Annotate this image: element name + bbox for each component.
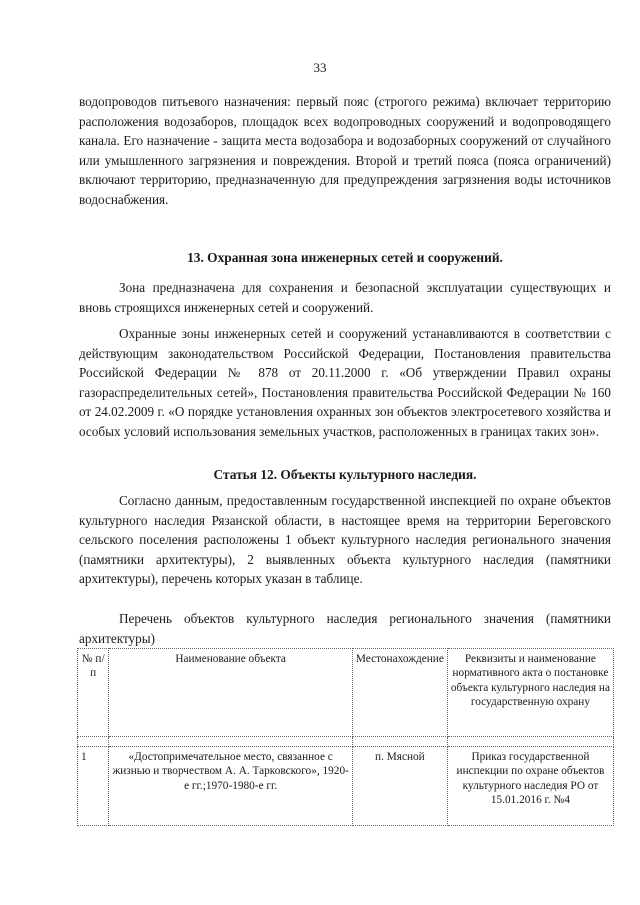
table-header-row <box>78 649 614 737</box>
paragraph-water-zones: водопроводов питьевого назначения: первый пояс (строгого режима) включает территорию расположения водозаборов, площадок всех водопроводных сооружений и водопроводящего канала. Его назначение - защита места водозабора и водозаборных сооружений от случайного или умышленного загрязнения и повреждения. Второй и третий пояса (пояса ограничений) включают территорию, предназначенную для предупреждения загрязнения воды источников водоснабжения. <box>79 94 611 207</box>
paragraph-protection-zones: Охранные зоны инженерных сетей и сооружений устанавливаются в соответствии с действующим законодательством Российской Федерации, Постановления правительства Российской Федерации № 878 от 20.11.2000 г. «Об утверждении Правил охраны газораспределительных сетей», Постановления правительства Российской Федерации № 160 от 24.02.2009 г. «О порядке установления охранных зон объектов электросетевого хозяйства и особых условий использования земельных участков, расположенных в границах таких зон». <box>79 326 611 439</box>
header-num: № п/п <box>78 649 109 737</box>
article-heading-12: Статья 12. Объекты культурного наследия. <box>213 467 477 482</box>
paragraph-cultural-heritage: Согласно данным, предоставленным государственной инспекцией по охране объектов культурного наследия Рязанской области, в настоящее время на территории Береговского сельского поселения расположены 1 объект культурного наследия регионального значения (памятники архитектуры), 2 выявленных объекта культурного наследия (памятники архитектуры), перечень которых указан в таблице. <box>79 493 611 587</box>
page-number: 33 <box>313 60 327 75</box>
section-heading-13: 13. Охранная зона инженерных сетей и сооружений. <box>187 250 503 265</box>
heritage-table <box>77 648 614 826</box>
paragraph-table-caption: Перечень объектов культурного наследия регионального значения (памятники архитектуры) <box>79 611 611 646</box>
header-location: Местонахождение <box>352 649 447 737</box>
table-spacer-row <box>78 737 614 747</box>
cell-location: п. Мясной <box>352 747 447 826</box>
cell-requisites: Приказ государственной инспекции по охране объектов культурного наследия РО от 15.01.2016 г. №4 <box>447 747 613 826</box>
header-name: Наименование объекта <box>109 649 353 737</box>
paragraph-zone-purpose: Зона предназначена для сохранения и безопасной эксплуатации существующих и вновь строящихся инженерных сетей и сооружений. <box>79 280 611 315</box>
table-row <box>78 747 614 826</box>
cell-num: 1 <box>78 747 109 826</box>
cell-name: «Достопримечательное место, связанное с жизнью и творчеством А. А. Тарковского», 1920-е гг.;1970-1980-е гг. <box>109 747 353 826</box>
header-requisites: Реквизиты и наименование нормативного акта о постановке объекта культурного наследия на государственную охрану <box>447 649 613 737</box>
